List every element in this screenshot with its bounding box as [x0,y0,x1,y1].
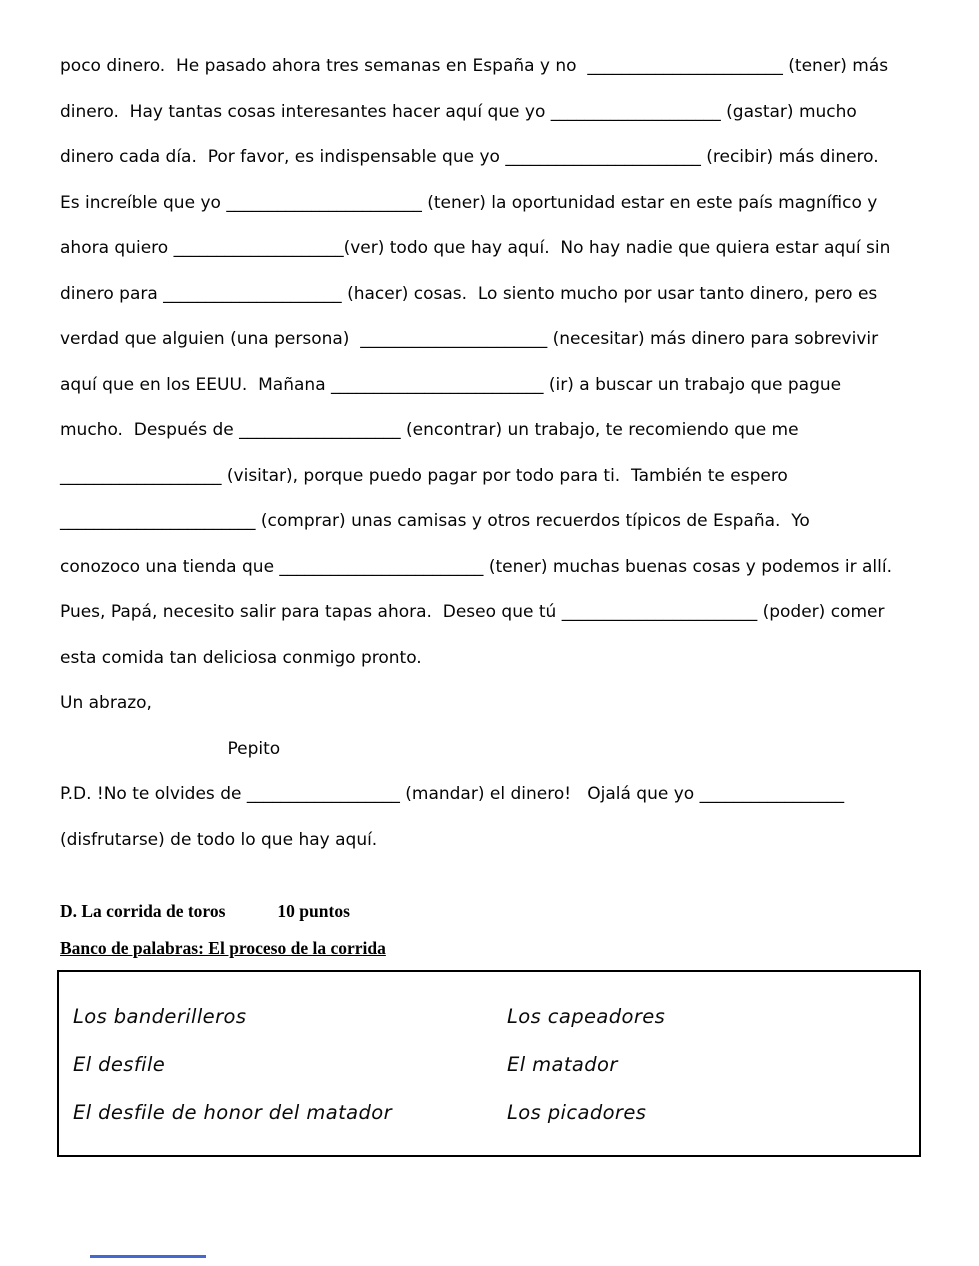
word-bank-right-column [507,972,665,1137]
letter-line: _______________________ (comprar) unas camisas y otros recuerdos típicos de España. Yo [60,511,810,531]
letter-line: ahora quiero ____________________(ver) todo que hay aquí. No hay nadie que quiera estar aquí sin [60,238,891,258]
word-bank-item: El matador [507,1053,618,1076]
letter-line: esta comida tan deliciosa conmigo pronto. [60,647,422,668]
letter-line: dinero para _____________________ (hacer) cosas. Lo siento mucho por usar tanto dinero, pero es [60,283,878,304]
word-bank-box [57,970,921,1157]
section-d-heading [60,901,350,922]
letter-line: dinero. Hay tantas cosas interesantes hacer aquí que yo ____________________ (gastar) mucho [60,101,857,122]
letter-line: Pues, Papá, necesito salir para tapas ahora. Deseo que tú _______________________ (poder) comer [60,602,885,622]
letter-body [60,44,965,863]
letter-line: mucho. Después de ___________________ (encontrar) un trabajo, te recomiendo que me [60,420,799,440]
letter-line: dinero cada día. Por favor, es indispensable que yo _______________________ (recibir) más dinero. [60,147,879,167]
letter-line: poco dinero. He pasado ahora tres semanas en España y no _______________________ (tener) más [60,56,889,76]
word-bank-item: Los capeadores [507,1005,666,1028]
letter-line: Un abrazo, [60,693,152,713]
letter-line: (disfrutarse) de todo lo que hay aquí. [60,829,378,850]
word-bank-left-column [73,972,392,1137]
letter-line: P.D. !No te olvides de __________________ (mandar) el dinero! Ojalá que yo _________________ [60,784,845,804]
letter-line: verdad que alguien (una persona) ______________________ (necesitar) más dinero para sobrevivir [60,329,879,349]
partial-blue-rule [90,1255,206,1258]
word-bank-title: Banco de palabras: El proceso de la corrida [60,938,386,958]
word-bank-item: El desfile de honor del matador [73,1101,392,1124]
letter-line: conozoco una tienda que ________________________ (tener) muchas buenas cosas y podemos ir allí. [60,556,892,577]
letter-line: Es increíble que yo _______________________ (tener) la oportunidad estar en este país magnífico y [60,192,878,213]
section-d-title: D. La corrida de toros [60,901,226,921]
letter-line: Pepito [60,738,281,759]
word-bank-item: Los banderilleros [73,1005,247,1028]
letter-line: aquí que en los EEUU. Mañana _________________________ (ir) a buscar un trabajo que pague [60,374,842,395]
word-bank-item: Los picadores [507,1101,647,1124]
section-d-points: 10 puntos [277,901,350,921]
word-bank-item: El desfile [73,1053,166,1076]
letter-line: ___________________ (visitar), porque puedo pagar por todo para ti. También te espero [60,465,788,486]
